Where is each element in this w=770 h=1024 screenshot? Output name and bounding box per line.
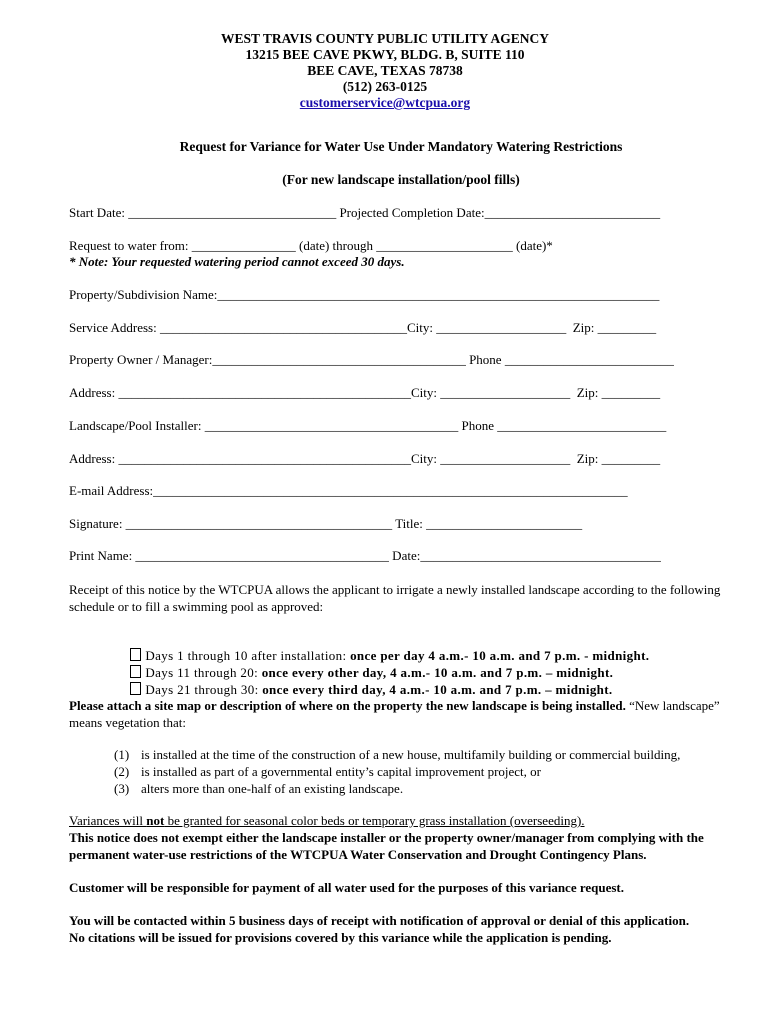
- property-name-field[interactable]: Property/Subdivision Name:____________________________________________________________________: [69, 287, 660, 302]
- agency-address-line-2: BEE CAVE, TEXAS 78738: [307, 63, 463, 78]
- print-name-field[interactable]: Print Name: _______________________________________ Date:_____________________________________: [69, 548, 661, 563]
- installer-address-field[interactable]: Address: _____________________________________________City: ____________________ Zip: _________: [69, 451, 661, 466]
- exemption-notice: This notice does not exempt either the landscape installer or the property owner/manager from complying with the permanent water-use restrictions of the WTCPUA Water Conservation and Drought Contingency Plans.: [69, 830, 704, 862]
- new-landscape-definition: “New landscape” means vegetation that:: [69, 698, 720, 730]
- email-address-field[interactable]: E-mail Address:_________________________________________________________________________: [69, 483, 628, 498]
- owner-address-field[interactable]: Address: _____________________________________________City: ____________________ Zip: _________: [69, 385, 661, 400]
- variance-exclusion: Variances will not be granted for seasonal color beds or temporary grass installation (overseeding).: [69, 813, 585, 828]
- agency-address-line-1: 13215 BEE CAVE PKWY, BLDG. B, SUITE 110: [245, 47, 525, 62]
- schedule-item: Days 1 through 10 after installation: once per day 4 a.m.- 10 a.m. and 7 p.m. - midnight.: [116, 630, 649, 681]
- checkbox-icon[interactable]: [130, 682, 141, 695]
- start-date-field[interactable]: Start Date: ________________________________ Projected Completion Date:___________________________: [69, 205, 661, 220]
- agency-header: [0, 31, 770, 111]
- list-item: (2) is installed as part of a governmental entity’s capital improvement project, or: [114, 764, 541, 779]
- receipt-paragraph: Receipt of this notice by the WTCPUA allows the applicant to irrigate a newly installed landscape according to the following schedule or to fill a swimming pool as approved:: [69, 582, 721, 614]
- site-map-paragraph: [69, 697, 729, 731]
- form-subtitle: (For new landscape installation/pool fills): [282, 172, 520, 187]
- watering-period-note: * Note: Your requested watering period cannot exceed 30 days.: [69, 254, 405, 269]
- contact-notice: You will be contacted within 5 business days of receipt with notification of approval or denial of this application.: [69, 913, 690, 928]
- list-item: (3) alters more than one-half of an existing landscape.: [114, 781, 404, 796]
- signature-field[interactable]: Signature: _________________________________________ Title: ________________________: [69, 516, 583, 531]
- installer-field[interactable]: Landscape/Pool Installer: _______________________________________ Phone __________________________: [69, 418, 667, 433]
- form-title: Request for Variance for Water Use Under Mandatory Watering Restrictions: [179, 139, 623, 154]
- agency-email-link[interactable]: customerservice@wtcpua.org: [299, 95, 471, 110]
- owner-manager-field[interactable]: Property Owner / Manager:_______________________________________ Phone __________________________: [69, 352, 674, 367]
- schedule-item: Days 11 through 20: once every other day, 4 a.m.- 10 a.m. and 7 p.m. – midnight.: [116, 647, 613, 698]
- payment-notice: Customer will be responsible for payment of all water used for the purposes of this variance request.: [69, 880, 625, 895]
- service-address-field[interactable]: Service Address: ______________________________________City: ____________________ Zip: _________: [69, 320, 657, 335]
- schedule-item: Days 21 through 30: once every third day, 4 a.m.- 10 a.m. and 7 p.m. – midnight.: [116, 664, 613, 715]
- list-item: (1) is installed at the time of the construction of a new house, multifamily building or commercial building,: [114, 747, 681, 762]
- agency-name: WEST TRAVIS COUNTY PUBLIC UTILITY AGENCY: [221, 31, 549, 46]
- request-water-dates-field[interactable]: Request to water from: ________________ (date) through _____________________ (date)*: [69, 238, 553, 253]
- agency-phone: (512) 263-0125: [342, 79, 428, 94]
- site-map-instruction: Please attach a site map or description of where on the property the new landscape is being installed.: [69, 698, 626, 713]
- citations-notice: No citations will be issued for provisions covered by this variance while the application is pending.: [69, 930, 612, 945]
